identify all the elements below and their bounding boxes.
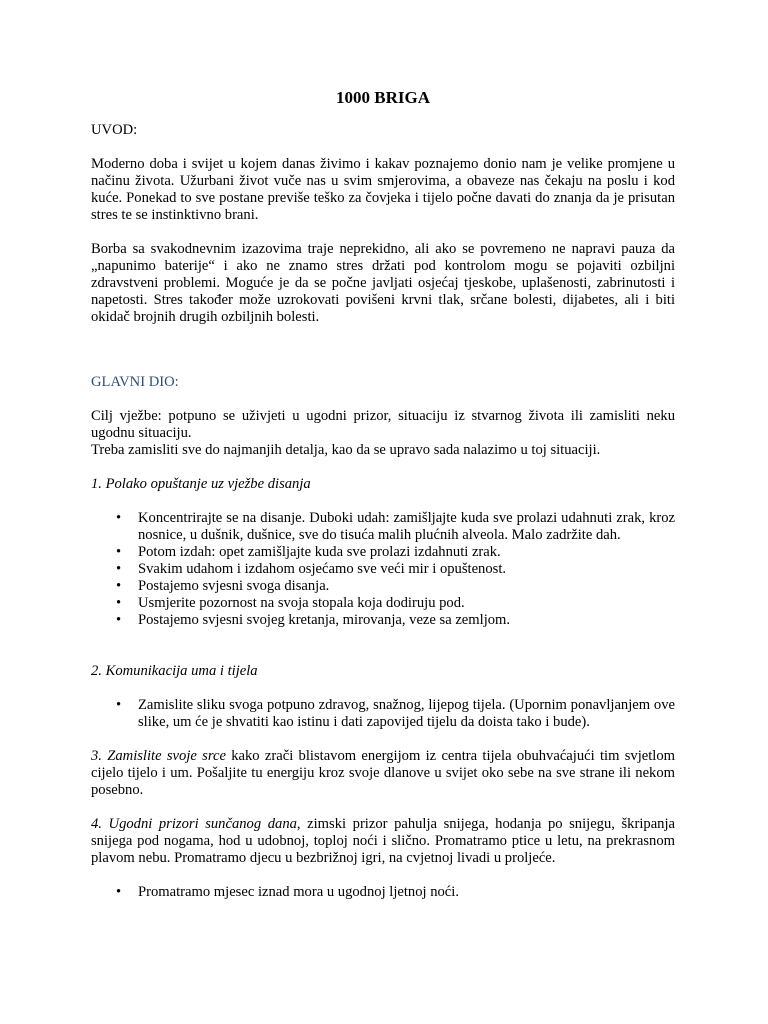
intro-paragraph-2: Borba sa svakodnevnim izazovima traje neprekidno, ali ako se povremeno ne napravi pauza da „napunimo baterije“ i ako ne znamo stres držati pod kontrolom mogu se pojaviti ozbiljni zdravstveni problemi. Moguće je da se počne javljati osjećaj tjeskobe, uplašenosti, zabrinutosti i napetosti. Stres također može uzrokovati povišeni krvni tlak, srčane bolesti, dijabetes, ali i biti okidač brojnih drugih ozbiljnih bolesti.: [91, 241, 675, 325]
spacer: [91, 326, 675, 374]
intro-heading: UVOD:: [91, 122, 138, 138]
list-item: • Promatramo mjesec iznad mora u ugodnoj ljetnoj noći.: [138, 884, 675, 901]
goal-line-1: Cilj vježbe: potpuno se uživjeti u ugodni prizor, situaciju iz stvarnog života ili zamisliti neku ugodnu situaciju.: [91, 408, 675, 441]
section-3-title: 3. Zamislite svoje srce: [91, 748, 226, 764]
section-1-list: [91, 510, 675, 629]
section-1-title: 1. Polako opuštanje uz vježbe disanja: [91, 476, 311, 492]
section-4-title: 4. Ugodni prizori sunčanog dana: [91, 816, 297, 832]
section-3-text: kako zrači blistavom energijom iz centra tijela obuhvaćajući tim svjetlom cijelo tijelo i um. Pošaljite tu energiju kroz svoje dlanove u svijet oko sebe na sve strane ili nekom posebno.: [91, 748, 675, 798]
document-body: [91, 88, 675, 901]
list-item: • Zamislite sliku svoga potpuno zdravog, snažnog, lijepog tijela. (Upornim ponavljanjem ove slike, um će je shvatiti kao istinu i dati zapovijed tijelu da doista tako i bude).: [138, 697, 675, 731]
list-item: • Svakim udahom i izdahom osjećamo sve veći mir i opuštenost.: [138, 561, 675, 578]
section-4-list: [91, 884, 675, 901]
intro-paragraph-1: Moderno doba i svijet u kojem danas živimo i kakav poznajemo donio nam je velike promjene u načinu života. Užurbani život vuče nas u svim smjerovima, a obaveze nas čekaju na poslu i kod kuće. Ponekad to sve postane previše teško za čovjeka i tijelo počne davati do znanja da je prisutan stres te se instinktivno brani.: [91, 156, 675, 223]
document-title: 1000 BRIGA: [336, 88, 430, 107]
list-item: • Koncentrirajte se na disanje. Duboki udah: zamišljajte kuda sve prolazi udahnuti zrak, kroz nosnice, u dušnik, dušnice, sve do tisuća malih plućnih alveola. Malo zadržite dah.: [138, 510, 675, 544]
section-3-paragraph: [91, 748, 675, 799]
spacer: [91, 731, 675, 748]
main-heading: GLAVNI DIO:: [91, 374, 179, 390]
section-2-title: 2. Komunikacija uma i tijela: [91, 663, 258, 679]
goal-line-2: Treba zamisliti sve do najmanjih detalja, kao da se upravo sada nalazimo u toj situaciji.: [91, 442, 601, 458]
list-item: • Postajemo svjesni svojeg kretanja, mirovanja, veze sa zemljom.: [138, 612, 675, 629]
list-item: • Usmjerite pozornost na svoja stopala koja dodiruju pod.: [138, 595, 675, 612]
section-4-paragraph: [91, 816, 675, 867]
spacer: [91, 629, 675, 663]
list-item: • Postajemo svjesni svoga disanja.: [138, 578, 675, 595]
list-item: • Potom izdah: opet zamišljajte kuda sve prolazi izdahnuti zrak.: [138, 544, 675, 561]
section-2-list: [91, 697, 675, 731]
section-4-text: , zimski prizor pahulja snijega, hodanja po snijegu, škripanja snijega pod nogama, hod u udobnoj, toploj noći i slično. Promatramo ptice u letu, na prekrasnom plavom nebu. Promatramo djecu u bezbrižnoj igri, na cvjetnoj livadi u proljeće.: [91, 816, 675, 866]
